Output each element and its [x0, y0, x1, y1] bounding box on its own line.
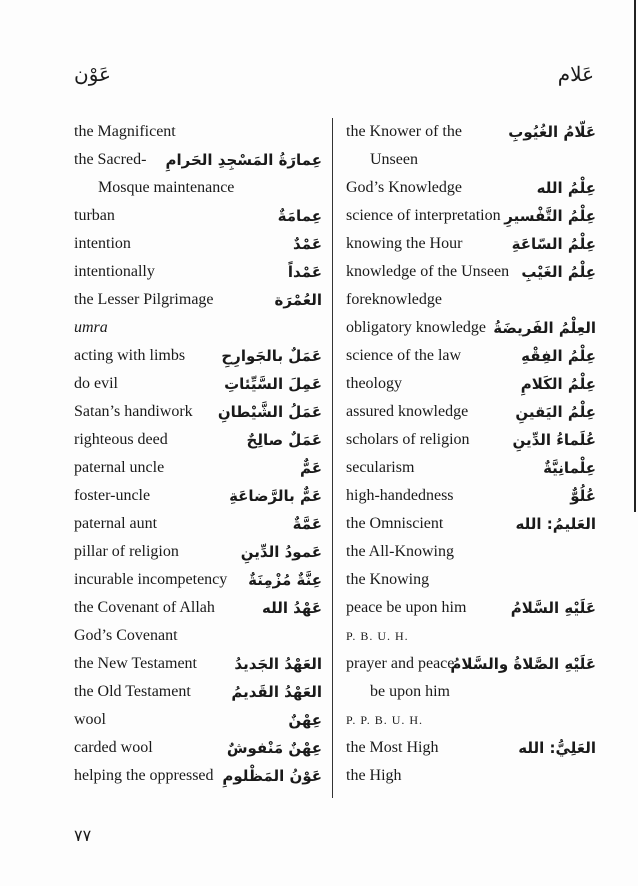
dictionary-entry: [346, 398, 596, 426]
dictionary-entry: [74, 594, 322, 622]
entry-english: God’s Knowledge: [346, 179, 462, 196]
dictionary-entry: [74, 202, 322, 230]
entry-english: the High: [346, 767, 402, 784]
entry-english: helping the oppressed: [74, 767, 214, 784]
entry-arabic: العَليمُ: الله: [515, 515, 596, 533]
column-divider: [332, 118, 333, 798]
dictionary-entry: [346, 370, 596, 398]
entry-english: the Sacred-: [74, 151, 147, 168]
entry-arabic: عَمَلُ الشَّيْطانِ: [217, 403, 322, 421]
dictionary-entry: [346, 594, 596, 622]
entry-english: the Old Testament: [74, 683, 191, 700]
dictionary-entry: [346, 230, 596, 258]
entry-arabic: عَمْدٌ: [293, 235, 322, 253]
dictionary-entry: [346, 734, 596, 762]
entry-english: the All-Knowing: [346, 543, 454, 560]
entry-english: the New Testament: [74, 655, 197, 672]
entry-arabic: عَمٌّ: [299, 459, 322, 477]
dictionary-entry: [74, 510, 322, 538]
dictionary-entry: [346, 538, 596, 566]
entry-arabic: عِهْنٌ: [288, 711, 322, 729]
dictionary-entry: [74, 454, 322, 482]
dictionary-entry: [346, 762, 596, 790]
entry-english: wool: [74, 711, 106, 728]
dictionary-entry: [346, 566, 596, 594]
entry-arabic: عَمَّةٌ: [292, 515, 322, 533]
entry-english: acting with limbs: [74, 347, 186, 364]
dictionary-entry: [74, 538, 322, 566]
entry-english: be upon him: [370, 683, 450, 700]
entry-english: pillar of religion: [74, 543, 179, 560]
entry-arabic: عَلَيْهِ الصَّلاةُ والسَّلامُ: [450, 655, 596, 673]
dictionary-entry: [346, 202, 596, 230]
entry-english: science of interpretation: [346, 207, 501, 224]
entry-arabic: عِمارَةُ المَسْجِدِ الحَرامِ: [165, 151, 322, 169]
entry-english: Satan’s handiwork: [74, 403, 193, 420]
entry-english: paternal aunt: [74, 515, 158, 532]
entry-arabic: العُمْرَة: [274, 291, 322, 309]
left-column: [74, 118, 322, 790]
dictionary-entry: [74, 314, 322, 342]
entry-arabic: عِلْمانِيَّةٌ: [543, 459, 596, 477]
entry-english: foreknowledge: [346, 291, 442, 308]
entry-english: assured knowledge: [346, 403, 469, 420]
dictionary-entry: [74, 734, 322, 762]
entry-english: foster-uncle: [74, 487, 151, 504]
entry-arabic: عَمٌّ بالرَّضاعَةِ: [229, 487, 322, 505]
right-column: [346, 118, 596, 790]
dictionary-entry: [346, 258, 596, 286]
entry-arabic: عِلْمُ الله: [536, 179, 596, 197]
entry-english: prayer and peace: [346, 655, 455, 672]
entry-english: knowing the Hour: [346, 235, 463, 252]
dictionary-entry: [74, 706, 322, 734]
dictionary-entry: [74, 650, 322, 678]
entry-english: carded wool: [74, 739, 153, 756]
entry-english: intentionally: [74, 263, 155, 280]
entry-arabic: عِنَّةٌ مُزْمِنَةٌ: [248, 571, 322, 589]
page-edge-mark: [634, 0, 636, 512]
entry-arabic: عَمْداً: [287, 263, 322, 281]
entry-english: the Magnificent: [74, 123, 176, 140]
entry-arabic: عَمِلَ السَّيِّئاتِ: [224, 375, 322, 393]
header-guide-word-right: عَلام: [557, 64, 594, 86]
dictionary-entry: [74, 622, 322, 650]
entry-english: do evil: [74, 375, 118, 392]
dictionary-entry: [346, 510, 596, 538]
dictionary-entry: [74, 146, 322, 174]
dictionary-entry: [74, 678, 322, 706]
header-guide-word-left: عَوْن: [74, 64, 111, 86]
entry-english: righteous deed: [74, 431, 168, 448]
entry-english: science of the law: [346, 347, 462, 364]
entry-english: the Most High: [346, 739, 439, 756]
entry-english: Unseen: [370, 151, 418, 168]
entry-english: P. B. U. H.: [346, 629, 409, 643]
entry-english: umra: [74, 319, 108, 336]
dictionary-entry: [346, 706, 596, 734]
dictionary-entry: [74, 118, 322, 146]
entry-english: the Omniscient: [346, 515, 444, 532]
entry-arabic: عَمَلٌ صالِحٌ: [246, 431, 322, 449]
dictionary-entry: [346, 286, 596, 314]
dictionary-entry: [74, 370, 322, 398]
entry-arabic: عِلْمُ التَّفْسيرِ: [504, 207, 596, 225]
entry-english: turban: [74, 207, 115, 224]
entry-english: incurable incompetency: [74, 571, 228, 588]
page-number: ٧٧: [74, 826, 92, 845]
entry-arabic: عِلْمُ الفِقْهِ: [521, 347, 596, 365]
entry-arabic: عِمامَةٌ: [277, 207, 322, 225]
entry-arabic: عَهْدُ الله: [261, 599, 322, 617]
dictionary-entry: [346, 650, 596, 678]
entry-english: peace be upon him: [346, 599, 467, 616]
entry-arabic: عِلْمُ اليَقينِ: [515, 403, 596, 421]
dictionary-entry: [74, 762, 322, 790]
dictionary-entry: [74, 174, 322, 202]
entry-arabic: عِلْمُ الغَيْبِ: [521, 263, 596, 281]
entry-arabic: عَمودُ الدِّينِ: [240, 543, 322, 561]
entry-english: knowledge of the Unseen: [346, 263, 510, 280]
entry-arabic: العَهْدُ القَديمُ: [231, 683, 322, 701]
entry-english: the Covenant of Allah: [74, 599, 215, 616]
dictionary-entry: [346, 118, 596, 146]
dictionary-entry: [346, 314, 596, 342]
dictionary-entry: [346, 678, 596, 706]
entry-english: high-handedness: [346, 487, 454, 504]
dictionary-entry: [346, 426, 596, 454]
entry-arabic: عَلَيْهِ السَّلامُ: [510, 599, 596, 617]
dictionary-entry: [74, 566, 322, 594]
entry-arabic: عِلْمُ السّاعَةِ: [511, 235, 596, 253]
entry-arabic: عِلْمُ الكَلامِ: [520, 375, 596, 393]
entry-english: obligatory knowledge: [346, 319, 486, 336]
dictionary-entry: [74, 258, 322, 286]
entry-arabic: العِلْمُ الفَريضَةُ: [493, 319, 596, 337]
entry-arabic: عَوْنُ المَظْلومِ: [222, 767, 322, 785]
entry-english: the Lesser Pilgrimage: [74, 291, 214, 308]
entry-arabic: عَلّامُ الغُيُوبِ: [508, 123, 596, 141]
entry-arabic: عِهْنٌ مَنْفوشٌ: [226, 739, 322, 757]
entry-english: paternal uncle: [74, 459, 165, 476]
entry-arabic: العَلِيُّ: الله: [518, 739, 596, 757]
dictionary-entry: [74, 286, 322, 314]
entry-arabic: العَهْدُ الجَديدُ: [234, 655, 322, 673]
dictionary-entry: [346, 454, 596, 482]
dictionary-entry: [74, 482, 322, 510]
entry-english: secularism: [346, 459, 415, 476]
dictionary-entry: [74, 342, 322, 370]
entry-english: the Knowing: [346, 571, 430, 588]
dictionary-entry: [74, 230, 322, 258]
entry-arabic: عُلُوٌّ: [570, 487, 596, 505]
entry-english: theology: [346, 375, 402, 392]
dictionary-entry: [346, 174, 596, 202]
entry-english: Mosque maintenance: [98, 179, 235, 196]
dictionary-entry: [346, 482, 596, 510]
entry-english: intention: [74, 235, 131, 252]
entry-english: God’s Covenant: [74, 627, 178, 644]
dictionary-entry: [74, 426, 322, 454]
entry-english: P. P. B. U. H.: [346, 713, 424, 727]
entry-arabic: عَمَلٌ بالجَوارِحِ: [221, 347, 322, 365]
dictionary-entry: [346, 342, 596, 370]
dictionary-entry: [346, 622, 596, 650]
entry-english: scholars of religion: [346, 431, 470, 448]
dictionary-entry: [74, 398, 322, 426]
entry-arabic: عُلَماءُ الدِّينِ: [512, 431, 596, 449]
entry-english: the Knower of the: [346, 123, 462, 140]
dictionary-entry: [346, 146, 596, 174]
